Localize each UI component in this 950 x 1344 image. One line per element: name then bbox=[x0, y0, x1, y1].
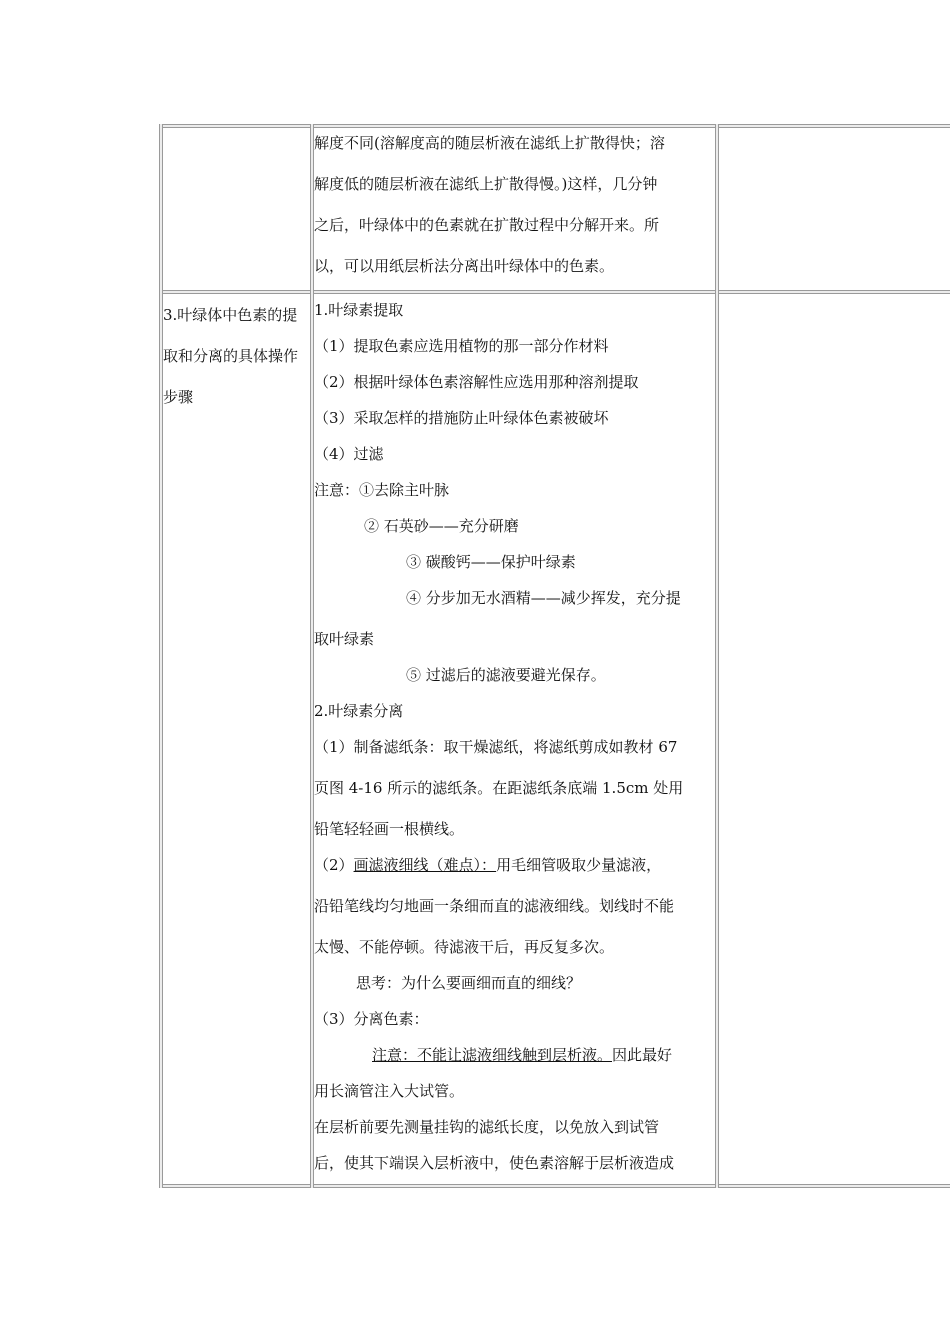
text-line: 1.叶绿素提取 bbox=[314, 301, 404, 319]
text-line: 解度低的随层析液在滤纸上扩散得慢。)这样，几分钟 bbox=[314, 175, 658, 193]
text-line: 思考：为什么要画细而直的细线？ bbox=[356, 974, 582, 992]
lesson-table bbox=[159, 124, 950, 1190]
text-line: （3）采取怎样的措施防止叶绿体色素被破坏 bbox=[314, 409, 609, 427]
text-line: 沿铅笔线均匀地画一条细而直的滤液细线。划线时不能 bbox=[314, 897, 675, 915]
text-line: ③ 碳酸钙——保护叶绿素 bbox=[406, 553, 576, 571]
text-line: （2）根据叶绿体色素溶解性应选用那种溶剂提取 bbox=[314, 373, 639, 391]
text-line: 太慢、不能停顿。待滤液干后，再反复多次。 bbox=[314, 938, 615, 956]
text-line: ④ 分步加无水酒精——减少挥发，充分提 bbox=[406, 589, 681, 607]
text-line: 用长滴管注入大试管。 bbox=[314, 1082, 465, 1100]
text-line: 铅笔轻轻画一根横线。 bbox=[314, 820, 465, 838]
text-span: （2） bbox=[314, 856, 354, 874]
row2-content-cell bbox=[314, 294, 714, 1184]
text-line bbox=[314, 854, 661, 875]
text-line: 解度不同(溶解度高的随层析液在滤纸上扩散得快；溶 bbox=[314, 134, 665, 152]
text-line: （1）提取色素应选用植物的那一部分作材料 bbox=[314, 337, 609, 355]
topic-line: 步骤 bbox=[163, 388, 194, 406]
text-line: 注意：①去除主叶脉 bbox=[314, 481, 450, 499]
topic-line: 3.叶绿体中色素的提 bbox=[163, 306, 298, 324]
text-line: 页图 4-16 所示的滤纸条。在距滤纸条底端 1.5cm 处用 bbox=[314, 779, 684, 797]
text-line: 之后，叶绿体中的色素就在扩散过程中分解开来。所 bbox=[314, 216, 660, 234]
text-line: 2.叶绿素分离 bbox=[314, 702, 404, 720]
row1-content-cell bbox=[314, 124, 714, 290]
topic-line: 取和分离的具体操作 bbox=[163, 347, 299, 365]
text-span: 用毛细管吸取少量滤液， bbox=[496, 856, 662, 874]
text-line bbox=[372, 1044, 672, 1065]
text-line: （3）分离色素： bbox=[314, 1010, 429, 1028]
row2-topic-cell bbox=[163, 294, 310, 1184]
underlined-text: 注意：不能让滤液细线触到层析液。 bbox=[372, 1046, 613, 1064]
text-line: 后，使其下端误入层析液中，使色素溶解于层析液造成 bbox=[314, 1154, 675, 1172]
column-divider-2 bbox=[715, 124, 719, 1188]
text-span: 因此最好 bbox=[612, 1046, 673, 1064]
text-line: 以，可以用纸层析法分离出叶绿体中的色素。 bbox=[314, 257, 615, 275]
text-line: 在层析前要先测量挂钩的滤纸长度，以免放入到试管 bbox=[314, 1118, 660, 1136]
text-line: ⑤ 过滤后的滤液要避光保存。 bbox=[406, 666, 606, 684]
text-line: 取叶绿素 bbox=[314, 630, 375, 648]
table-border-bottom bbox=[159, 1184, 950, 1188]
underlined-text: 画滤液细线（难点）： bbox=[353, 856, 497, 874]
text-line: （1）制备滤纸条：取干燥滤纸，将滤纸剪成如教材 67 bbox=[314, 738, 678, 756]
text-line: （4）过滤 bbox=[314, 445, 384, 463]
text-line: ② 石英砂——充分研磨 bbox=[364, 517, 519, 535]
